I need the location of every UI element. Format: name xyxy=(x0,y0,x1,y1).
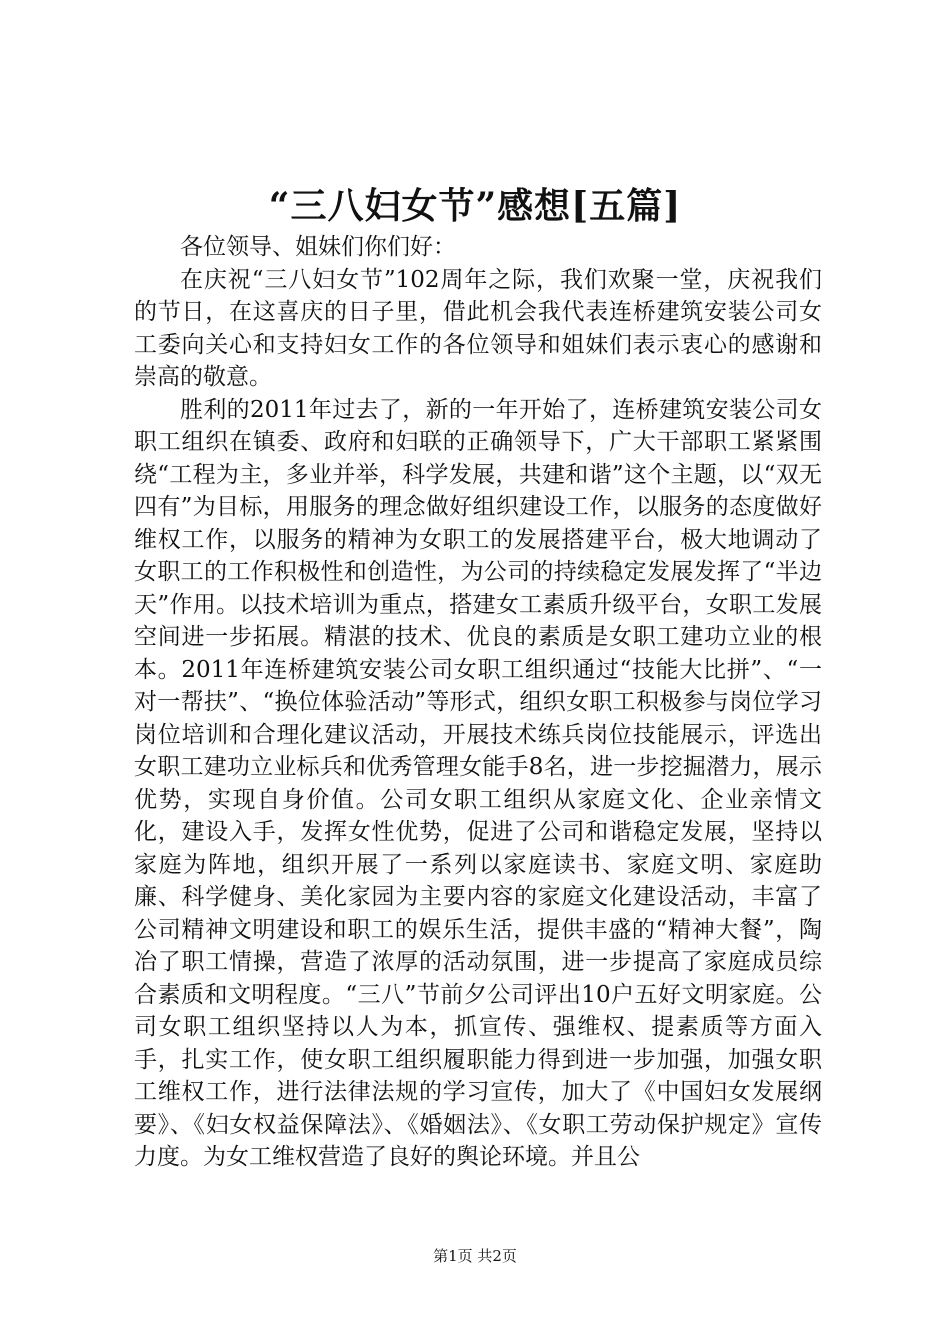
page-footer: 第1页 共2页 xyxy=(433,1247,517,1265)
paragraph-1: 在庆祝“三八妇女节”102周年之际，我们欢聚一堂，庆祝我们的节日，在这喜庆的日子里，借此机会我代表连桥建筑安装公司女工委向关心和支持妇女工作的各位领导和姐妹们表示衷心的感谢和崇高的敬意。 xyxy=(134,266,822,390)
document-title: “三八妇女节”感想[五篇] xyxy=(268,185,682,227)
greeting: 各位领导、姐妹们你们好： xyxy=(180,234,456,260)
document-body xyxy=(134,231,822,1174)
paragraph-2: 胜利的2011年过去了，新的一年开始了，连桥建筑安装公司女职工组织在镇委、政府和妇联的正确领导下，广大干部职工紧紧围绕“工程为主，多业并举，科学发展，共建和谐”这个主题，以“双无四有”为目标，用服务的理念做好组织建设工作，以服务的态度做好维权工作，以服务的精神为女职工的发展搭建平台，极大地调动了女职工的工作积极性和创造性，为公司的持续稳定发展发挥了“半边天”作用。以技术培训为重点，搭建女工素质升级平台，女职工发展空间进一步拓展。精湛的技术、优良的素质是女职工建功立业的根本。2011年连桥建筑安装公司女职工组织通过“技能大比拼”、“一对一帮扶”、“换位体验活动”等形式，组织女职工积极参与岗位学习岗位培训和合理化建议活动，开展技术练兵岗位技能展示，评选出女职工建功立业标兵和优秀管理女能手8名，进一步挖掘潜力，展示优势，实现自身价值。公司女职工组织从家庭文化、企业亲情文化，建设入手，发挥女性优势，促进了公司和谐稳定发展，坚持以家庭为阵地，组织开展了一系列以家庭读书、家庭文明、家庭助廉、科学健身、美化家园为主要内容的家庭文化建设活动，丰富了公司精神文明建设和职工的娱乐生活，提供丰盛的“精神大餐”，陶冶了职工情操，营造了浓厚的活动氛围，进一步提高了家庭成员综合素质和文明程度。“三八”节前夕公司评出10户五好文明家庭。公司女职工组织坚持以人为本，抓宣传、强维权、提素质等方面入手，扎实工作，使女职工组织履职能力得到进一步加强，加强女职工维权工作，进行法律法规的学习宣传，加大了《中国妇女发展纲要》、《妇女权益保障法》、《婚姻法》、《女职工劳动保护规定》宣传力度。为女工维权营造了良好的舆论环境。并且公 xyxy=(134,396,822,1170)
